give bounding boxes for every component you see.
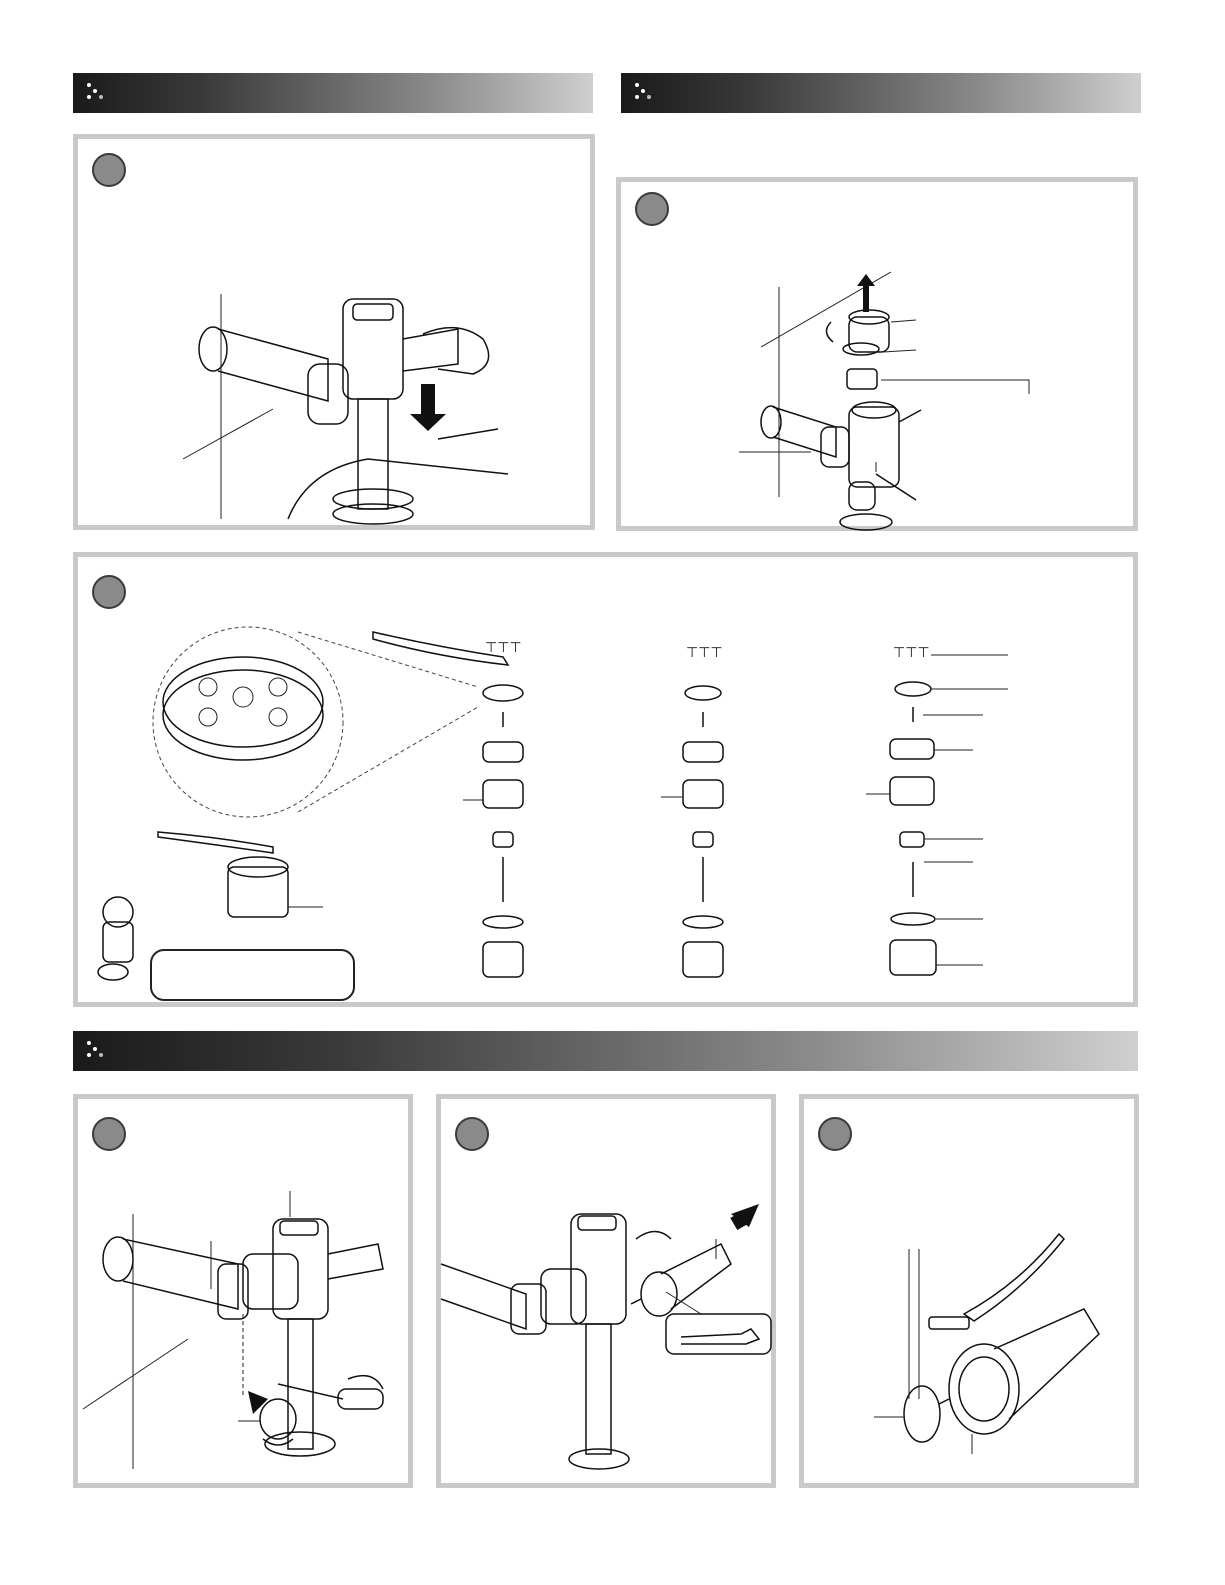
arrow-down-icon [248,1391,268,1414]
section-header-bar-2 [621,73,1141,113]
screwdriver-icon [278,1384,383,1409]
diaphragm-exploded-illustration [78,557,1143,1012]
panel-remove-cover [616,177,1138,531]
panel-remove-strainer [436,1094,776,1488]
exploded-stack-3 [866,644,1008,975]
toothbrush-icon [158,832,273,853]
stop-cock-illustration [78,1099,418,1493]
wrench-icon [666,1314,771,1354]
panel-clean-diaphragm [73,552,1138,1007]
rinse-strainer-illustration [804,1099,1144,1493]
section-header-bar-3 [73,1031,1138,1071]
svg-text:⊤⊤⊤: ⊤⊤⊤ [893,644,930,660]
rotate-icon [348,1376,383,1389]
arrow-up-icon [730,1204,759,1230]
svg-text:⊤⊤⊤: ⊤⊤⊤ [686,644,723,660]
strainer-removal-illustration [441,1099,781,1493]
rotate-icon [636,1232,671,1240]
flush-valve-illustration [78,139,600,535]
exploded-stack-1 [463,639,523,977]
section-header-bar-1 [73,73,593,113]
cover-removal-illustration [621,182,1143,536]
toothbrush-icon [929,1234,1064,1329]
mascot-icon [98,897,133,980]
dots-icon [83,81,107,105]
panel-stop-cock [73,1094,413,1488]
arrow-up-icon [857,274,875,312]
dots-icon [83,1039,107,1063]
rotate-icon [826,322,833,342]
exploded-stack-2 [661,644,723,977]
panel-flush-handle [73,134,595,530]
arrow-down-icon [410,384,446,431]
panel-rinse-strainer [799,1094,1139,1488]
svg-text:⊤⊤⊤: ⊤⊤⊤ [485,639,522,655]
callout-bubble [150,949,355,1001]
dots-icon [631,81,655,105]
